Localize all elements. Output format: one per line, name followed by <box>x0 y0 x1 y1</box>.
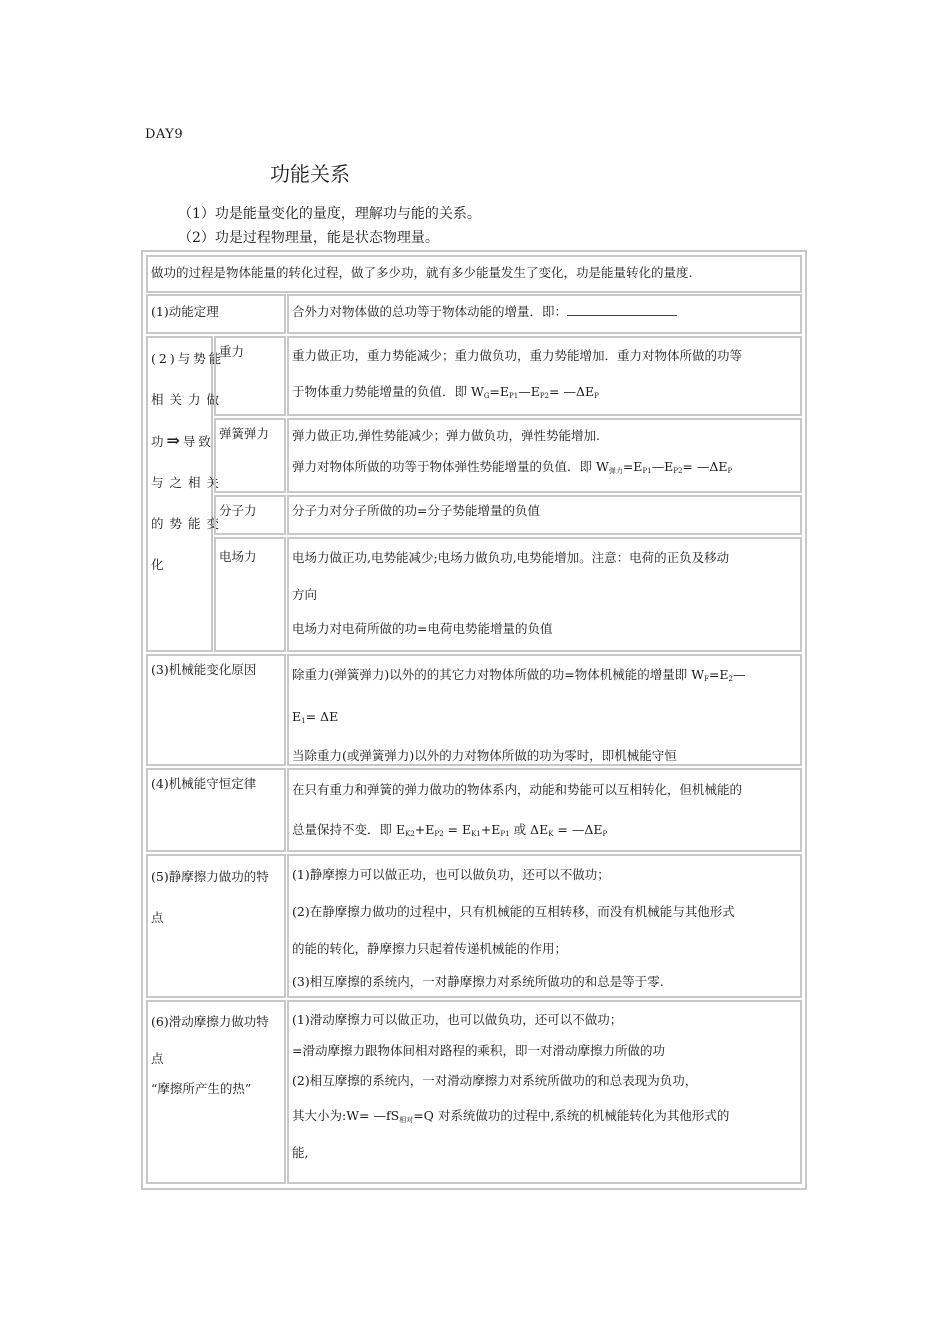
line-5: 能, <box>292 1145 309 1160</box>
label-text: 重力 <box>219 344 245 359</box>
point-1: （1）功是能量变化的量度，理解功与能的关系。 <box>178 206 481 222</box>
line-2: (2)在静摩擦力做功的过程中，只有机械能的互相转移，而没有机械能与其他形式 <box>292 904 735 919</box>
line-2: =滑动摩擦力跟物体间相对路程的乘积，即一对滑动摩擦力所做的功 <box>292 1043 665 1058</box>
label-line: (2)与势能 <box>151 351 225 366</box>
page-title: 功能关系 <box>270 162 350 186</box>
line-4: (3)相互摩擦的系统内，一对静摩擦力对系统所做功的和总是等于零. <box>292 974 664 989</box>
label-line: (5)静摩擦力做功的特 <box>151 869 269 884</box>
label-text: (4)机械能守恒定律 <box>151 776 257 791</box>
label-text: 分子力 <box>219 503 257 518</box>
gravity-content <box>287 336 802 416</box>
line-1: 弹力做正功,弹性势能减少；弹力做负功，弹性势能增加. <box>292 428 600 443</box>
line-2: 于物体重力势能增量的负值．即 $W_G=E_{P1}—E_{P2}=$ $—\Delta E_P$ <box>292 384 599 400</box>
label-line: 的势能变 <box>151 516 226 531</box>
molecular-label <box>214 495 286 535</box>
line-3: 的能的转化，静摩擦力只起着传递机械能的作用； <box>292 941 568 956</box>
spring-content <box>287 418 802 493</box>
label-line: 相关力做 <box>151 392 226 407</box>
line-1: 在只有重力和弹簧的弹力做功的物体系内，动能和势能可以互相转化，但机械能的 <box>292 782 743 797</box>
line-1: (1)滑动摩擦力可以做正功，也可以做负功，还可以不做功； <box>292 1012 623 1027</box>
blank-line <box>567 303 677 316</box>
content-text: 合外力对物体做的总功等于物体动能的增量．即： <box>292 302 798 322</box>
line-2: 总量保持不变．即 $E_{K2}+E_{P2} = E_{K1}+E_{P1}$ 或 $\Delta E_K$ = $—\Delta E_P$ <box>292 822 608 838</box>
sliding-friction-label <box>146 1000 286 1184</box>
conservation-label <box>146 768 286 852</box>
label-line: 点 <box>151 910 164 925</box>
line-1: 分子力对分子所做的功=分子势能增量的负值 <box>292 503 540 518</box>
point-2: （2）功是过程物理量，能是状态物理量。 <box>178 230 439 246</box>
mechanical-change-content <box>287 654 802 766</box>
label-line: (6)滑动摩擦力做功特 <box>151 1014 269 1029</box>
line-1: 重力做正功，重力势能减少；重力做负功，重力势能增加．重力对物体所做的功等 <box>292 348 743 363</box>
line-2: $E_1= \Delta E$ <box>292 709 339 725</box>
function-energy-table <box>141 250 807 1190</box>
static-friction-label <box>146 854 286 998</box>
line-3: 当除重力(或弹簧弹力)以外的力对物体所做的功为零时，即机械能守恒 <box>292 748 677 763</box>
implies-arrow-icon: ⇒ <box>166 431 183 450</box>
potential-energy-group-label <box>146 336 226 652</box>
label-text: 电场力 <box>219 549 257 564</box>
kinetic-theorem-content <box>287 294 802 334</box>
molecular-content <box>287 495 802 535</box>
label-line: “摩擦所产生的热” <box>151 1081 252 1096</box>
line-2: 方向 <box>292 587 318 602</box>
static-friction-content <box>287 854 802 998</box>
label-line: 功⇒导致 <box>151 431 214 450</box>
electric-content <box>287 537 802 652</box>
label-line: 化 <box>151 557 164 572</box>
label-line: 与之相关 <box>151 475 226 490</box>
intro-text: 做功的过程是物体能量的转化过程，做了多少功，就有多少能量发生了变化，功是能量转化的量度. <box>151 265 693 280</box>
line-3: 电场力对电荷所做的功=电荷电势能增量的负值 <box>292 621 553 636</box>
day-label: DAY9 <box>145 127 184 142</box>
kinetic-theorem-label <box>146 294 286 334</box>
label-text: 弹簧弹力 <box>219 426 270 441</box>
intro-row <box>146 255 802 293</box>
line-2: 弹力对物体所做的功等于物体弹性势能增量的负值．即 $W_{弹力}=E_{P1}—E_{P2}=$ $—\Delta E_P$ <box>292 459 733 475</box>
line-1: 除重力(弹簧弹力)以外的的其它力对物体所做的功=物体机械能的增量即 $W_F=E_2—$ <box>292 667 746 683</box>
label-text: (1)动能定理 <box>151 304 219 319</box>
electric-label <box>214 537 286 652</box>
sliding-friction-content <box>287 1000 802 1184</box>
mechanical-change-label <box>146 654 286 766</box>
conservation-content <box>287 768 802 852</box>
line-1: (1)静摩擦力可以做正功，也可以做负功，还可以不做功； <box>292 867 610 882</box>
line-1: 电场力做正功,电势能减少;电场力做负功,电势能增加。注意：电荷的正负及移动 <box>292 550 730 565</box>
gravity-label <box>214 336 286 416</box>
label-text: (3)机械能变化原因 <box>151 662 257 677</box>
line-4: 其大小为:W= $—fS_{相对}=Q$ 对系统做功的过程中,系统的机械能转化为其他形式的 <box>292 1108 730 1124</box>
spring-label <box>214 418 286 493</box>
line-3: (2)相互摩擦的系统内，一对滑动摩擦力对系统所做功的和总表现为负功， <box>292 1073 698 1088</box>
label-line: 点 <box>151 1051 164 1066</box>
